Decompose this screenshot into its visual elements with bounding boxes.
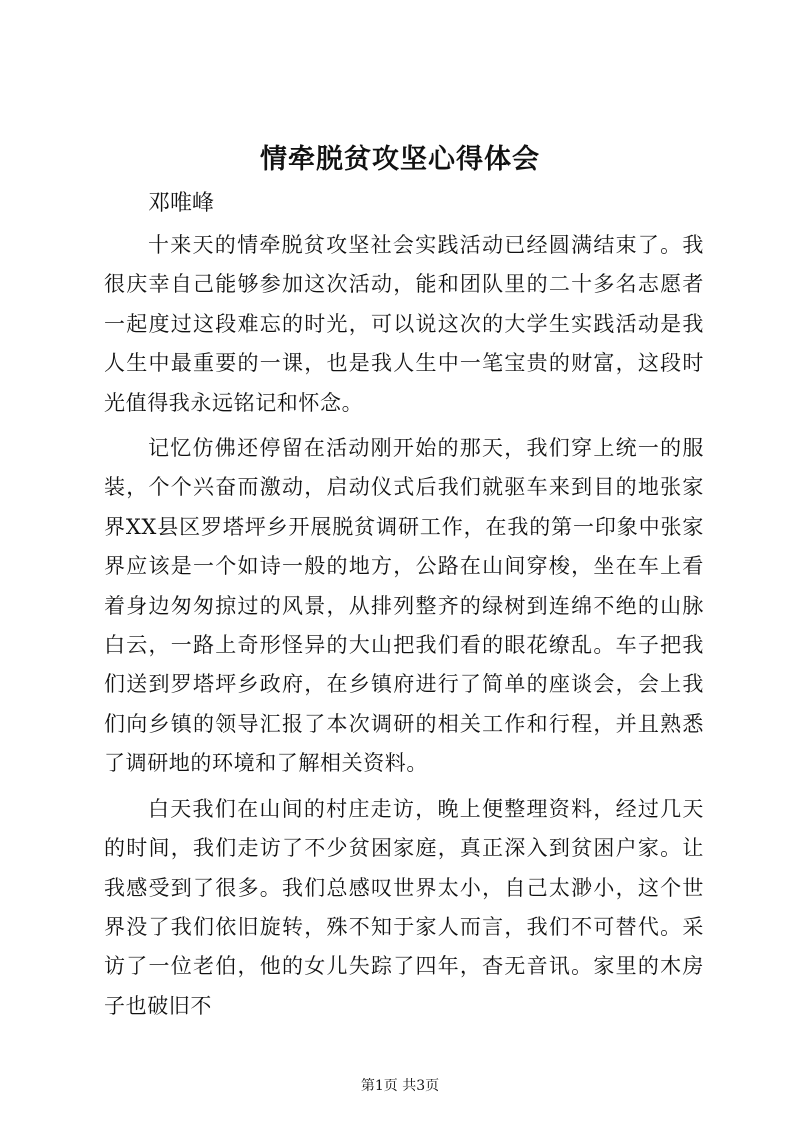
author-name: 邓唯峰 [148, 191, 215, 216]
paragraph-1: 十来天的情牵脱贫攻坚社会实践活动已经圆满结束了。我很庆幸自己能够参加这次活动，能和团队里的二十多名志愿者一起度过这段难忘的时光，可以说这次的大学生实践活动是我人生中最重要的一课，也是我人生中一笔宝贵的财富，这段时光值得我永远铭记和怀念。 [104, 233, 704, 415]
page-footer: 第1页 共3页 [360, 1078, 440, 1094]
document-body [104, 226, 704, 1032]
paragraph-3: 白天我们在山间的村庄走访，晚上便整理资料，经过几天的时间，我们走访了不少贫困家庭，真正深入到贫困户家。让我感受到了很多。我们总感叹世界太小，自己太渺小，这个世界没了我们依旧旋转，殊不知于家人而言，我们不可替代。采访了一位老伯，他的女儿失踪了四年，杳无音讯。家里的木房子也破旧不 [104, 796, 704, 1018]
document-title: 情牵脱贫攻坚心得体会 [260, 144, 540, 175]
paragraph-2: 记忆仿佛还停留在活动刚开始的那天，我们穿上统一的服装，个个兴奋而激动，启动仪式后我们就驱车来到目的地张家界XX县区罗塔坪乡开展脱贫调研工作，在我的第一印象中张家界应该是一个如诗一般的地方，公路在山间穿梭，坐在车上看着身边匆匆掠过的风景，从排列整齐的绿树到连绵不绝的山脉白云，一路上奇形怪异的大山把我们看的眼花缭乱。车子把我们送到罗塔坪乡政府，在乡镇府进行了简单的座谈会，会上我们向乡镇的领导汇报了本次调研的相关工作和行程，并且熟悉了调研地的环境和了解相关资料。 [104, 436, 704, 776]
